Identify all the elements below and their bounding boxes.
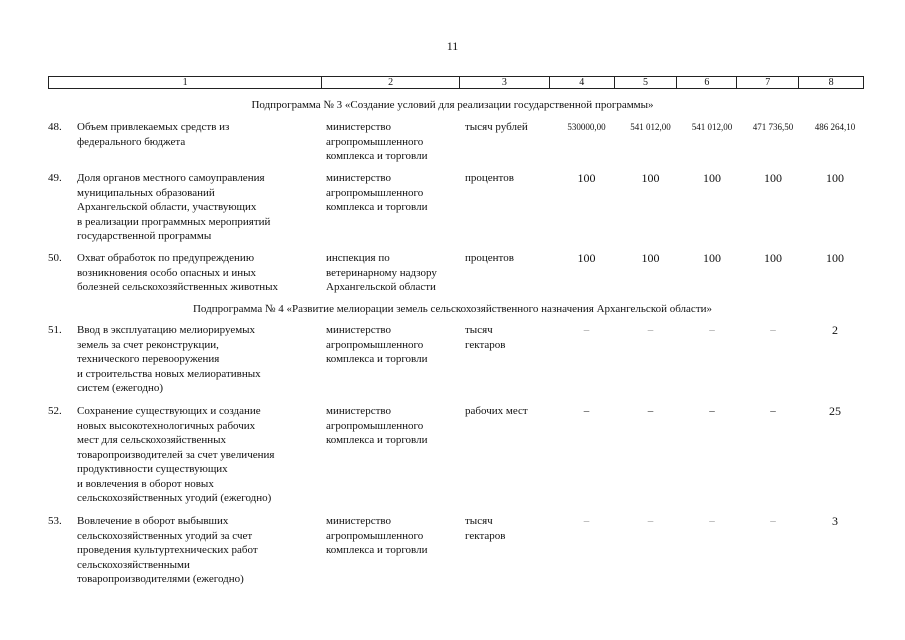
desc-line: Вовлечение в оборот выбывших: [77, 515, 229, 527]
desc-line: возникновения особо опасных и иных: [77, 266, 257, 279]
exec-line: агропромышленного: [326, 529, 424, 542]
value-col-5: –: [647, 405, 654, 417]
desc-line: продуктивности существующих: [77, 463, 228, 475]
header-col-4: 4: [550, 77, 615, 88]
value-col-6: 100: [703, 171, 721, 185]
desc-line: сельскохозяйственными: [77, 558, 190, 571]
unit-line: гектаров: [465, 338, 506, 351]
value-col-6: –: [709, 324, 715, 336]
indicator-description: [77, 120, 317, 149]
value-col-5: 541 012,00: [630, 122, 671, 132]
header-col-8: 8: [828, 77, 834, 88]
value-col-7: –: [770, 324, 776, 336]
row-number: 53.: [48, 515, 62, 527]
unit: [465, 323, 555, 352]
exec-line: агропромышленного: [326, 338, 424, 351]
unit: [465, 404, 555, 419]
value-col-7: 100: [764, 251, 782, 265]
subprogram-4-title: Подпрограмма № 4 «Развитие мелиорации земель сельскохозяйственного назначения Архангельской области»: [192, 303, 713, 315]
value-col-8: 25: [829, 404, 841, 418]
exec-line: комплекса и торговли: [326, 201, 428, 213]
value-col-4: –: [583, 405, 590, 417]
unit: [465, 514, 555, 543]
row-number: 48.: [48, 121, 62, 133]
desc-line: сельскохозяйственных угодий за счет: [77, 529, 253, 542]
exec-line: инспекция по: [326, 252, 390, 264]
desc-line: Объем привлекаемых средств из: [77, 121, 230, 133]
header-col-2: 2: [322, 77, 460, 88]
subprogram-3-title: Подпрограмма № 3 «Создание условий для реализации государственной программы»: [251, 99, 654, 111]
desc-line: Охват обработок по предупреждению: [77, 252, 255, 264]
exec-line: министерство: [326, 121, 392, 133]
executor: [326, 404, 461, 448]
page-number: 11: [446, 39, 459, 53]
desc-line: технического перевооружения: [77, 353, 220, 365]
desc-line: Сохранение существующих и создание: [77, 405, 261, 417]
executor: [326, 514, 461, 558]
desc-line: Архангельской области, участвующих: [77, 201, 257, 213]
desc-line: и вовлечения в оборот новых: [77, 477, 214, 490]
desc-line: новых высокотехнологичных рабочих: [77, 419, 256, 432]
value-col-8: 486 264,10: [814, 122, 856, 132]
indicator-description: [77, 404, 317, 506]
value-col-7: –: [770, 405, 776, 417]
desc-line: болезней сельскохозяйственных животных: [77, 281, 279, 293]
header-col-5: 5: [615, 77, 678, 88]
value-col-5: –: [647, 324, 654, 336]
value-col-6: –: [709, 405, 715, 417]
value-col-6: 100: [703, 251, 721, 265]
row-number: 49.: [48, 172, 62, 184]
exec-line: министерство: [326, 324, 392, 336]
desc-line: Доля органов местного самоуправления: [77, 172, 265, 184]
desc-line: проведения культуртехнических работ: [77, 544, 258, 556]
value-col-4: –: [583, 515, 590, 527]
value-col-4: 100: [577, 171, 596, 185]
desc-line: товаропроизводителями (ежегодно): [77, 573, 244, 585]
exec-line: агропромышленного: [326, 135, 424, 148]
unit: [465, 171, 555, 186]
unit-line: тысяч рублей: [465, 121, 528, 133]
value-col-5: –: [647, 515, 654, 527]
indicator-description: [77, 514, 317, 587]
header-col-7: 7: [737, 77, 799, 88]
exec-line: министерство: [326, 405, 392, 417]
desc-line: мест для сельскохозяйственных: [77, 434, 226, 446]
value-col-4: –: [583, 324, 590, 336]
executor: [326, 120, 461, 164]
value-col-7: 471 736,50: [752, 122, 794, 132]
desc-line: Ввод в эксплуатацию мелиорируемых: [77, 324, 256, 336]
value-col-8: 100: [826, 171, 844, 185]
desc-line: и строительства новых мелиоративных: [77, 367, 261, 380]
header-col-3: 3: [460, 77, 550, 88]
exec-line: комплекса и торговли: [326, 544, 428, 556]
desc-line: в реализации программных мероприятий: [77, 215, 271, 228]
exec-line: министерство: [326, 515, 392, 527]
indicator-description: [77, 323, 317, 396]
desc-line: муниципальных образований: [77, 186, 215, 199]
value-col-6: 541 012,00: [691, 122, 733, 132]
header-col-6: 6: [677, 77, 737, 88]
header-col-1: 1: [49, 77, 322, 88]
unit-line: тысяч: [465, 324, 493, 336]
desc-line: федерального бюджета: [77, 135, 186, 148]
exec-line: министерство: [326, 172, 392, 184]
executor: [326, 171, 461, 215]
row-number: 50.: [48, 252, 62, 264]
value-col-7: 100: [764, 171, 782, 185]
exec-line: комплекса и торговли: [326, 150, 428, 162]
exec-line: комплекса и торговли: [326, 353, 428, 365]
value-col-8: 2: [832, 323, 838, 337]
value-col-4: 530000,00: [567, 122, 606, 132]
value-col-7: –: [770, 515, 776, 527]
desc-line: сельскохозяйственных угодий (ежегодно): [77, 492, 272, 504]
executor: [326, 251, 461, 295]
table-header: [48, 76, 864, 89]
indicator-description: [77, 251, 317, 295]
value-col-5: 100: [641, 251, 660, 265]
exec-line: ветеринарному надзору: [326, 266, 437, 279]
row-number: 51.: [48, 324, 62, 336]
unit-line: процентов: [465, 172, 514, 184]
exec-line: Архангельской области: [326, 281, 436, 293]
row-number: 52.: [48, 405, 62, 417]
value-col-8: 3: [832, 514, 838, 528]
unit-line: гектаров: [465, 529, 506, 542]
desc-line: товаропроизводителей за счет увеличения: [77, 448, 275, 461]
desc-line: государственной программы: [77, 230, 212, 242]
exec-line: агропромышленного: [326, 186, 424, 199]
value-col-6: –: [709, 515, 715, 527]
indicator-description: [77, 171, 317, 244]
value-col-5: 100: [641, 171, 660, 185]
unit-line: рабочих мест: [465, 405, 528, 417]
exec-line: комплекса и торговли: [326, 434, 428, 446]
value-col-4: 100: [577, 251, 596, 265]
unit: [465, 251, 555, 266]
desc-line: земель за счет реконструкции,: [77, 338, 219, 351]
unit-line: тысяч: [465, 515, 493, 527]
unit: [465, 120, 555, 135]
desc-line: систем (ежегодно): [77, 382, 164, 394]
exec-line: агропромышленного: [326, 419, 424, 432]
unit-line: процентов: [465, 252, 514, 264]
executor: [326, 323, 461, 367]
value-col-8: 100: [826, 251, 844, 265]
